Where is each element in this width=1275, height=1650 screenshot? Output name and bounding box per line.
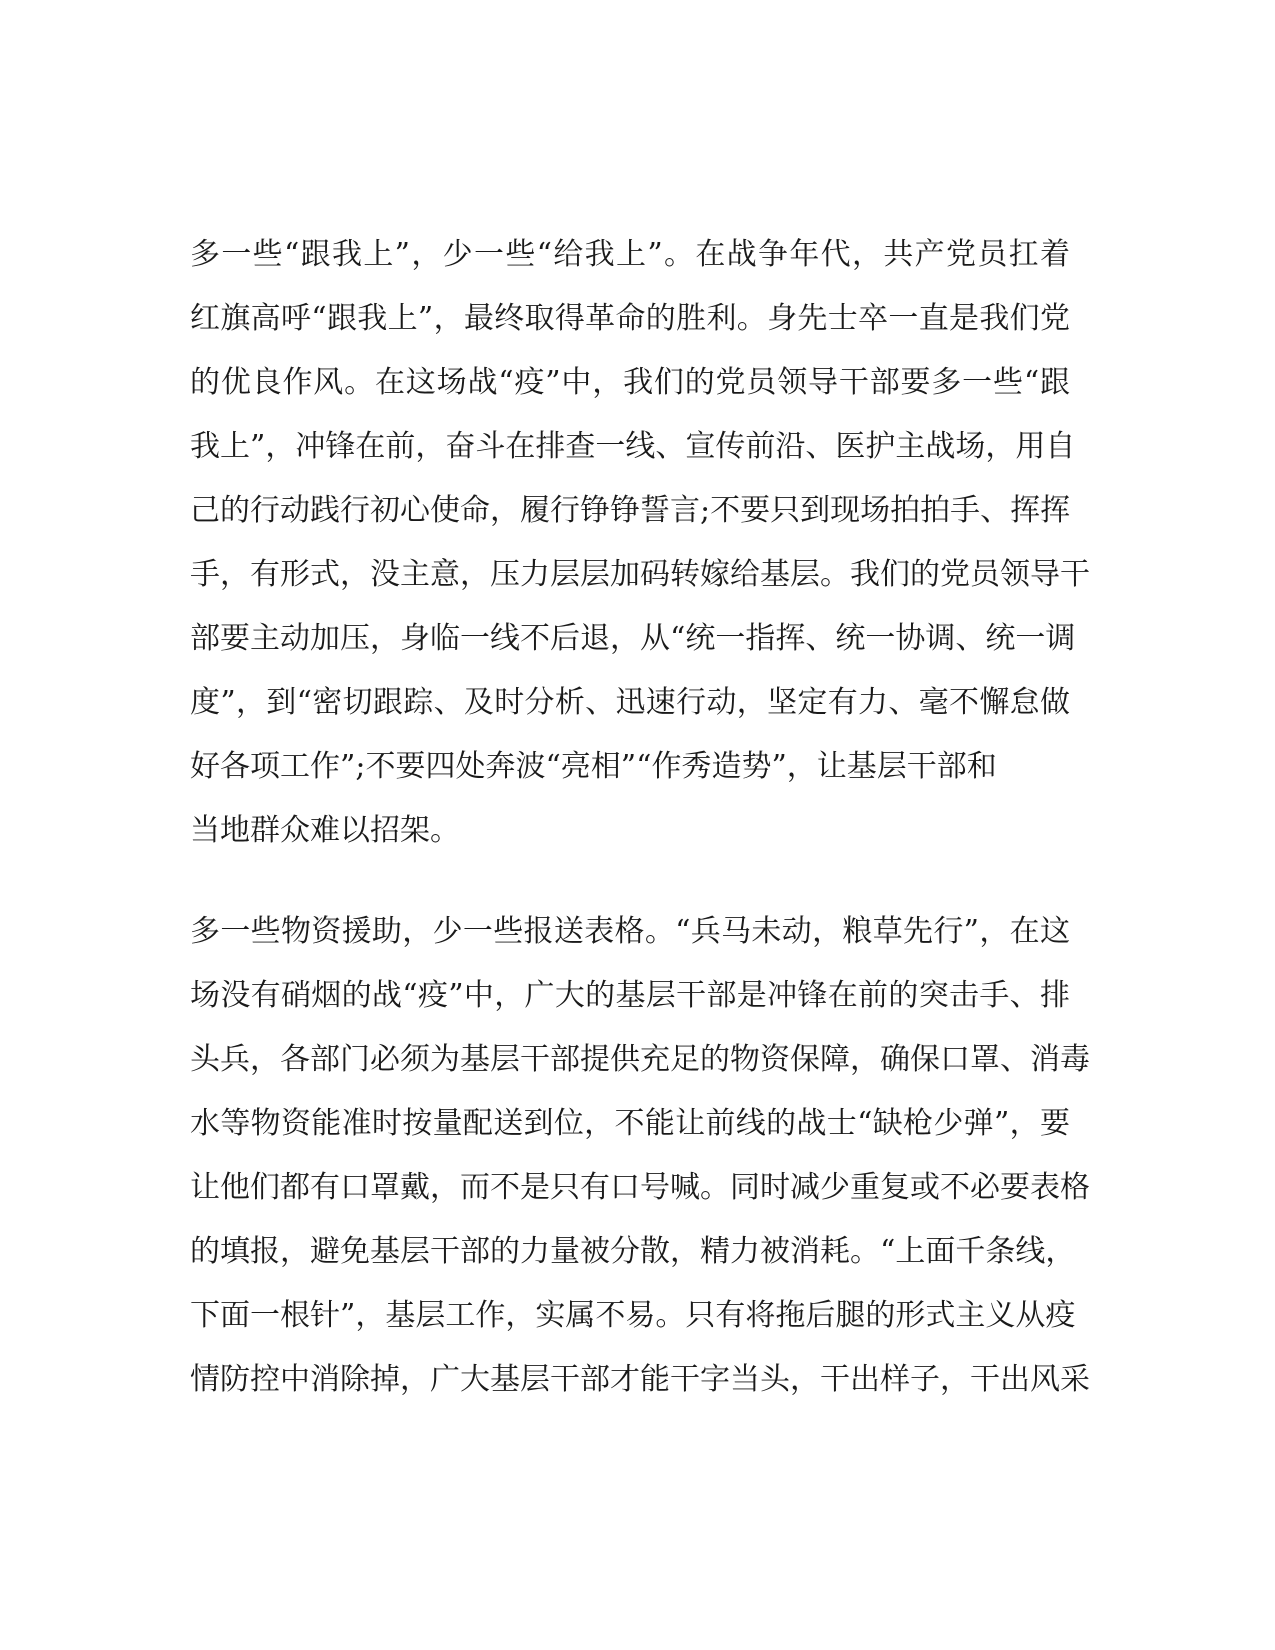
text-line: 的填报，避免基层干部的力量被分散，精力被消耗。“上面千条线， bbox=[190, 1234, 1076, 1269]
paragraph bbox=[190, 223, 1090, 863]
text-line: 让他们都有口罩戴，而不是只有口号喊。同时减少重复或不必要表格 bbox=[190, 1170, 1090, 1205]
text-line: 场没有硝烟的战“疫”中，广大的基层干部是冲锋在前的突击手、排 bbox=[190, 978, 1070, 1013]
text-line: 情防控中消除掉，广大基层干部才能干字当头，干出样子，干出风采 bbox=[190, 1362, 1090, 1397]
text-line: 手，有形式，没主意，压力层层加码转嫁给基层。我们的党员领导干 bbox=[190, 557, 1090, 592]
paragraph bbox=[190, 900, 1090, 1412]
text-line: 当地群众难以招架。 bbox=[190, 813, 460, 848]
text-line: 我上”，冲锋在前，奋斗在排查一线、宣传前沿、医护主战场，用自 bbox=[190, 429, 1076, 464]
text-line: 好各项工作”;不要四处奔波“亮相”“作秀造势”，让基层干部和 bbox=[190, 749, 997, 784]
text-line: 下面一根针”，基层工作，实属不易。只有将拖后腿的形式主义从疫 bbox=[190, 1298, 1076, 1333]
text-line: 水等物资能准时按量配送到位，不能让前线的战士“缺枪少弹”，要 bbox=[190, 1106, 1070, 1141]
text-line: 多一些“跟我上”，少一些“给我上”。在战争年代，共产党员扛着 bbox=[190, 237, 1070, 272]
text-line: 红旗高呼“跟我上”，最终取得革命的胜利。身先士卒一直是我们党 bbox=[190, 301, 1070, 336]
text-line: 多一些物资援助，少一些报送表格。“兵马未动，粮草先行”，在这 bbox=[190, 914, 1070, 949]
text-line: 头兵，各部门必须为基层干部提供充足的物资保障，确保口罩、消毒 bbox=[190, 1042, 1090, 1077]
text-line: 己的行动践行初心使命，履行铮铮誓言;不要只到现场拍拍手、挥挥 bbox=[190, 493, 1071, 528]
text-line: 的优良作风。在这场战“疫”中，我们的党员领导干部要多一些“跟 bbox=[190, 365, 1070, 400]
text-line: 度”，到“密切跟踪、及时分析、迅速行动，坚定有力、毫不懈怠做 bbox=[190, 685, 1070, 720]
text-line: 部要主动加压，身临一线不后退，从“统一指挥、统一协调、统一调 bbox=[190, 621, 1076, 656]
